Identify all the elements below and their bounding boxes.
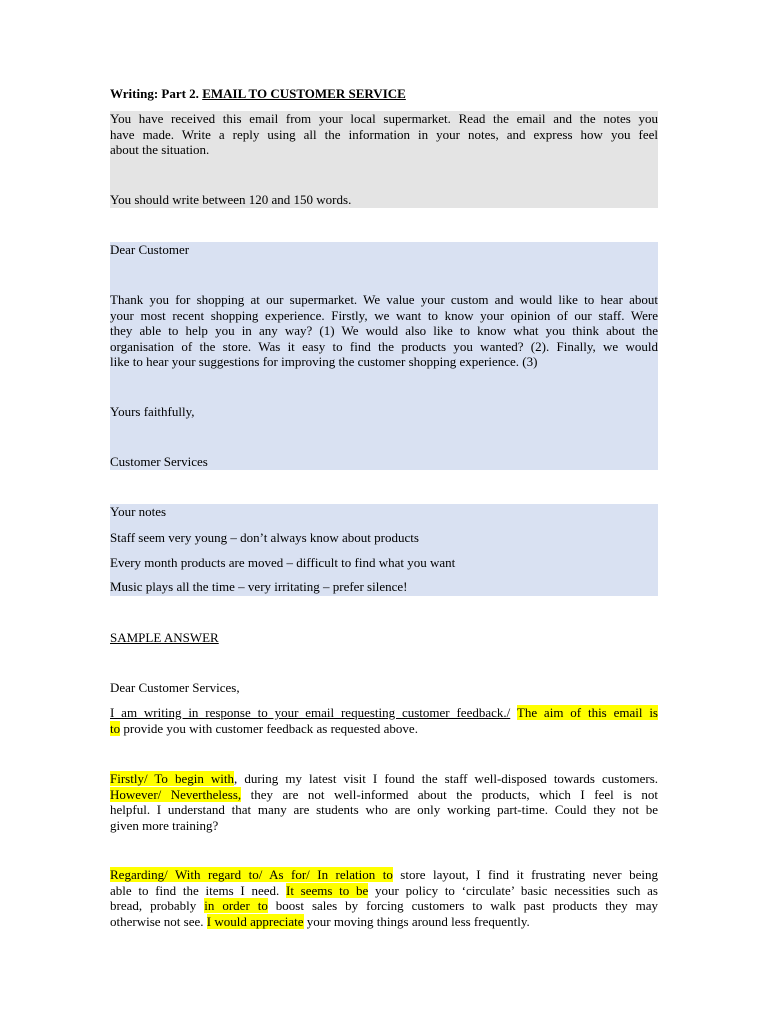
task-line-3: about the situation. bbox=[110, 142, 210, 157]
paragraph-text: your moving things around less frequently. bbox=[303, 913, 530, 929]
sample-paragraph-2 bbox=[110, 771, 658, 833]
task-line-1: You have received this email from your local supermarket. Read the email and the notes you bbox=[110, 111, 658, 126]
task-line-2: have made. Write a reply using all the information in your notes, and express how you feel bbox=[110, 126, 658, 142]
sample-answer-heading: SAMPLE ANSWER bbox=[110, 630, 219, 645]
underlined-phrase: I am writing in response to your email requesting customer feedback./ bbox=[110, 705, 511, 720]
sample-paragraph-3 bbox=[110, 867, 658, 929]
paragraph-text: bread, probably bbox=[110, 898, 205, 913]
supermarket-email bbox=[110, 242, 658, 470]
email-body-line: your most recent shopping experience. Firstly, we want to know your opinion of our staff. Were bbox=[110, 307, 658, 323]
email-greeting: Dear Customer bbox=[110, 242, 190, 257]
email-body-line: they able to help you in any way? (1) We would also like to know what you think about the bbox=[110, 323, 658, 338]
highlighted-phrase: I would appreciate bbox=[206, 913, 304, 929]
word-count-instruction: You should write between 120 and 150 words. bbox=[110, 192, 352, 207]
sample-greeting: Dear Customer Services, bbox=[110, 680, 240, 695]
heading-title: EMAIL TO CUSTOMER SERVICE bbox=[202, 86, 406, 101]
email-signature: Customer Services bbox=[110, 454, 208, 469]
paragraph-text: boost sales by forcing customers to walk past products they may bbox=[267, 898, 658, 913]
paragraph-text: otherwise not see. bbox=[110, 913, 207, 929]
paragraph-text: they are not well-informed about the products, which I feel is not bbox=[241, 786, 658, 802]
sample-paragraph-1 bbox=[110, 705, 658, 736]
heading-prefix: Writing: Part 2. bbox=[110, 86, 203, 101]
highlighted-phrase: to bbox=[110, 720, 121, 736]
email-body-line: organisation of the store. Was it easy to find the products you wanted? (2). Finally, we would bbox=[110, 338, 658, 354]
email-body bbox=[110, 292, 658, 370]
task-box bbox=[110, 111, 658, 208]
note-item: Every month products are moved – difficult to find what you want bbox=[110, 555, 456, 570]
paragraph-text: provide you with customer feedback as requested above. bbox=[120, 720, 418, 736]
paragraph-text: , during my latest visit I found the staff well-disposed towards customers. bbox=[234, 771, 658, 786]
highlighted-phrase: However/ Nevertheless, bbox=[110, 786, 242, 802]
highlighted-phrase: in order to bbox=[204, 898, 268, 913]
notes-title: Your notes bbox=[110, 504, 167, 519]
highlighted-phrase: The aim of this email is bbox=[516, 705, 658, 720]
email-body-line: like to hear your suggestions for improving the customer shopping experience. (3) bbox=[110, 354, 538, 369]
note-item: Staff seem very young – don’t always know about products bbox=[110, 530, 419, 545]
highlighted-phrase: It seems to be bbox=[286, 882, 369, 898]
note-item: Music plays all the time – very irritating – prefer silence! bbox=[110, 579, 408, 594]
paragraph-text: able to find the items I need. bbox=[110, 882, 286, 898]
page-heading bbox=[110, 86, 658, 102]
paragraph-text: your policy to ‘circulate’ basic necessities such as bbox=[368, 882, 658, 898]
highlighted-phrase: Regarding/ With regard to/ As for/ In relation to bbox=[110, 867, 393, 882]
paragraph-text: store layout, I find it frustrating never being bbox=[392, 867, 658, 882]
paragraph-text: helpful. I understand that many are students who are only working part-time. Could they not be bbox=[110, 802, 658, 817]
email-closing: Yours faithfully, bbox=[110, 404, 195, 419]
notes-box bbox=[110, 504, 658, 596]
paragraph-text: given more training? bbox=[110, 817, 219, 833]
highlighted-phrase: Firstly/ To begin with bbox=[110, 771, 235, 786]
email-body-line: Thank you for shopping at our supermarket. We value your custom and would like to hear about bbox=[110, 292, 658, 307]
